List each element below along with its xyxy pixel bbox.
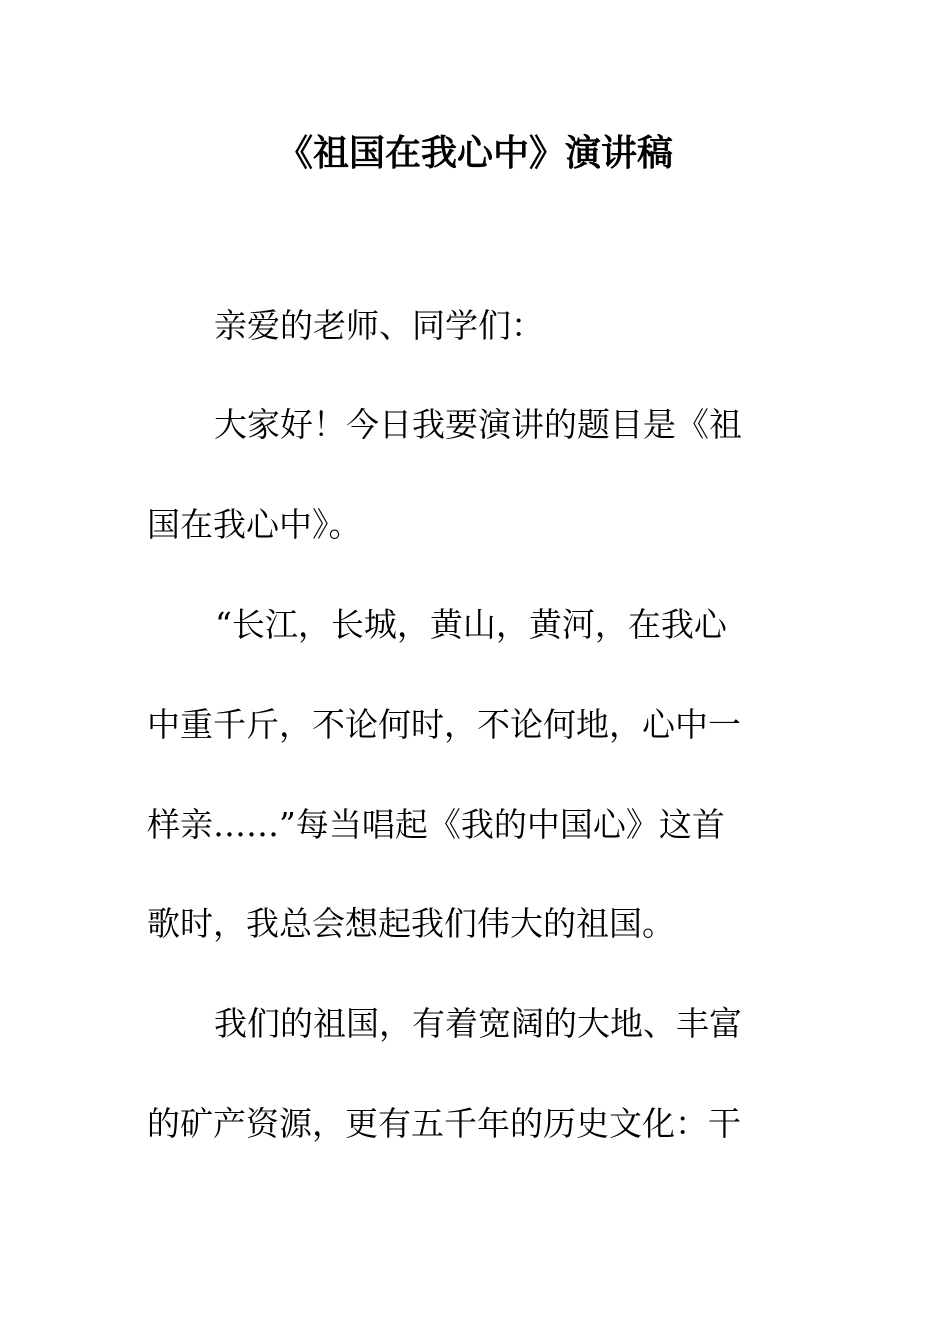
text-line: 的矿产资源，更有五千年的历史文化：干 [147,1104,741,1143]
text-line: 大家好！今日我要演讲的题目是《祖 [214,405,742,444]
text-line: “长江，长城，黄山，黄河，在我心 [215,605,727,644]
text-line: 亲爱的老师、同学们： [214,306,544,345]
document-title: 《祖国在我心中》演讲稿 [276,132,673,174]
text-line: 国在我心中》。 [147,505,362,544]
text-line: 歌时，我总会想起我们伟大的祖国。 [147,904,675,943]
text-line: 我们的祖国，有着宽阔的大地、丰富 [214,1004,742,1043]
text-line: 中重千斤，不论何时，不论何地，心中一 [147,705,741,744]
text-line: 样亲……”每当唱起《我的中国心》这首 [147,805,725,844]
